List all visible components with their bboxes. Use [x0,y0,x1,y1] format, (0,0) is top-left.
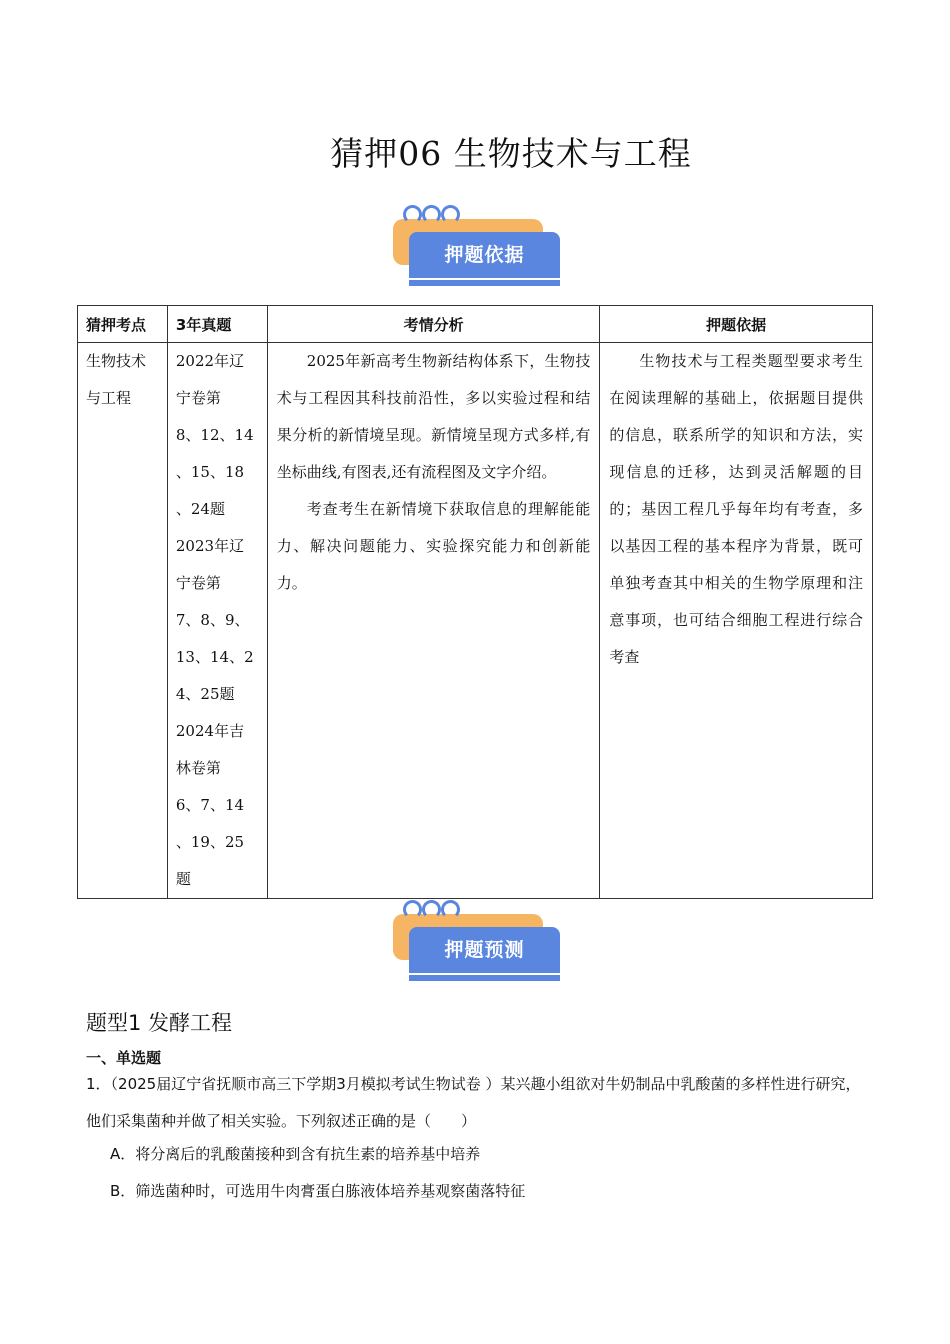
option-a: A．将分离后的乳酸菌接种到含有抗生素的培养基中培养 [110,1145,481,1163]
option-b: B．筛选菌种时，可选用牛肉膏蛋白胨液体培养基观察菌落特征 [110,1182,526,1200]
badge-basis-label: 押题依据 [409,232,560,278]
years-line: 、15、18 [175,463,245,481]
years-line: 、19、25 [175,833,245,851]
badge-bottom-bar [409,973,560,981]
exam-analysis-table [77,305,873,899]
years-line: 宁卷第 [175,389,221,407]
years-line: 2024年吉 [175,722,245,740]
years-line: 题 [175,870,191,888]
years-line: 4、25题 [175,685,235,703]
header-analysis: 考情分析 [267,306,600,343]
years-line: 7、8、9、 [175,611,250,629]
years-cell [167,343,267,899]
question-stem: 1．（2025届辽宁省抚顺市高三下学期3月模拟考试生物试卷 ）某兴趣小组欲对牛奶制品中乳酸菌的多样性进行研究，他们采集菌种并做了相关实验。下列叙述正确的是（ ） [86,1075,861,1130]
section-subtitle: 一、单选题 [86,1049,162,1067]
analysis-cell [267,343,600,899]
table-row [78,343,873,899]
years-line: 8、12、14 [175,426,254,444]
header-topic: 猜押考点 [78,306,168,343]
years-line: 13、14、2 [175,648,254,666]
table-header-row [78,306,873,343]
years-line: 2022年辽 [175,352,245,370]
badge-basis [392,205,564,289]
years-line: 6、7、14 [175,796,245,814]
years-line: 、24题 [175,500,225,518]
years-line: 林卷第 [175,759,221,777]
years-line: 2023年辽 [175,537,245,555]
analysis-paragraph: 2025年新高考生物新结构体系下，生物技术与工程因其科技前沿性，多以实验过程和结果分析的新情境呈现。新情境呈现方式多样,有坐标曲线,有图表,还有流程图及文字介绍。 [276,352,591,481]
header-basis: 押题依据 [600,306,873,343]
years-line: 宁卷第 [175,574,221,592]
basis-paragraph: 生物技术与工程类题型要求考生在阅读理解的基础上，依据题目提供的信息，联系所学的知识和方法，实现信息的迁移，达到灵活解题的目的；基因工程几乎每年均有考查，多以基因工程的基本程序为背景，既可单独考查其中相关的生物学原理和注意事项，也可结合细胞工程进行综合考查 [609,352,863,666]
section-title: 题型1 发酵工程 [86,1011,233,1035]
page-title: 猜押06 生物技术与工程 [330,134,692,173]
header-years: 3年真题 [167,306,267,343]
analysis-paragraph: 考查考生在新情境下获取信息的理解能能力、解决问题能力、实验探究能力和创新能力。 [276,500,591,592]
badge-bottom-bar [409,278,560,286]
basis-cell [600,343,873,899]
badge-prediction-label: 押题预测 [409,927,560,973]
badge-prediction [392,900,564,984]
topic-cell: 生物技术与工程 [78,343,168,899]
